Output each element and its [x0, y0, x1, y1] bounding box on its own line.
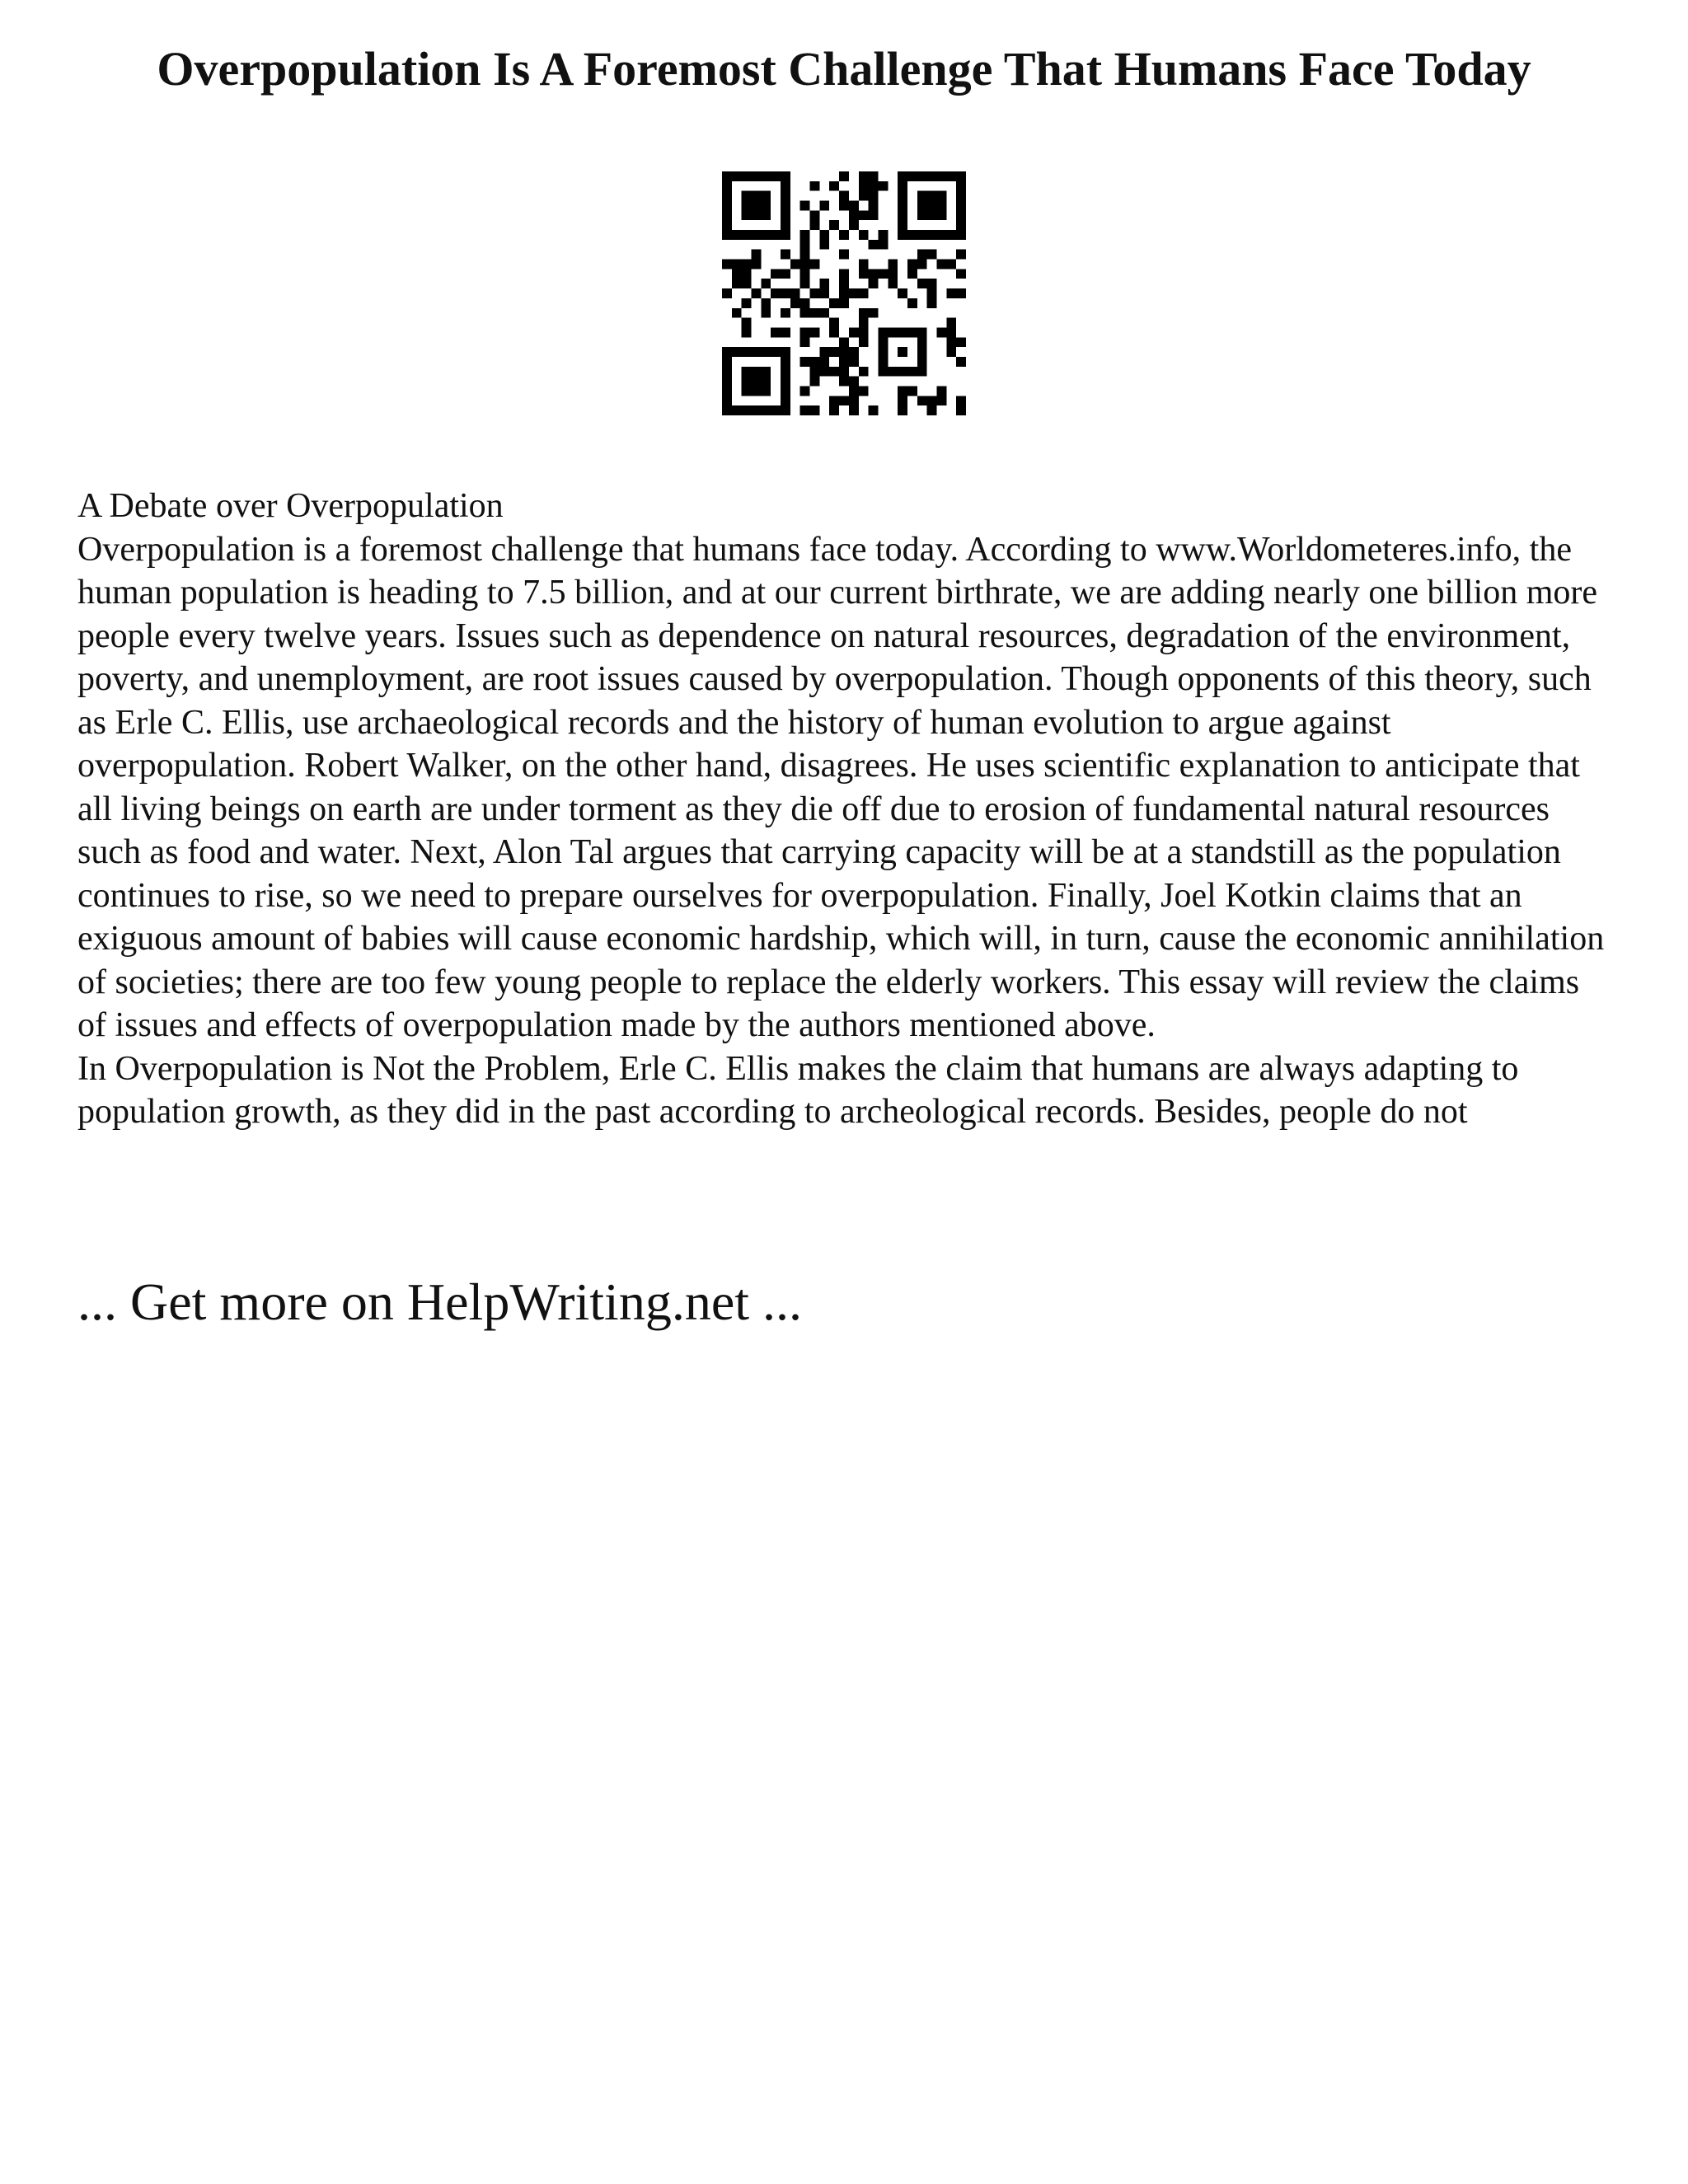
article-paragraph-2: In Overpopulation is Not the Problem, Erle C. Ellis makes the claim that humans are always adapting to population growth, as they did in the past according to archeological records. Besides, people do not — [77, 1049, 1519, 1131]
document-title: Overpopulation Is A Foremost Challenge That Humans Face Today — [157, 42, 1531, 96]
article-body — [77, 485, 1611, 1134]
article-heading: A Debate over Overpopulation — [77, 487, 504, 525]
get-more-link[interactable]: ... Get more on HelpWriting.net ... — [77, 1272, 802, 1331]
article-paragraph-1: Overpopulation is a foremost challenge that humans face today. According to www.Worldometeres.info, the human population is heading to 7.5 billion, and at our current birthrate, we are adding nearly one billion more people every twelve years. Issues such as dependence on natural resources, degradation of the environment, poverty, and unemployment, are root issues caused by overpopulation. Though opponents of this theory, such as Erle C. Ellis, use archaeological records and the history of human evolution to argue against overpopulation. Robert Walker, on the other hand, disagrees. He uses scientific explanation to anticipate that all living beings on earth are under torment as they die off due to erosion of fundamental natural resources such as food and water. Next, Alon Tal argues that carrying capacity will be at a standstill as the population continues to rise, so we need to prepare ourselves for overpopulation. Finally, Joel Kotkin claims that an exiguous amount of babies will cause economic hardship, which will, in turn, cause the economic annihilation of societies; there are too few young people to replace the elderly workers. This essay will review the claims of issues and effects of overpopulation made by the authors mentioned above. — [77, 530, 1605, 1044]
qr-code-icon[interactable] — [722, 171, 966, 415]
